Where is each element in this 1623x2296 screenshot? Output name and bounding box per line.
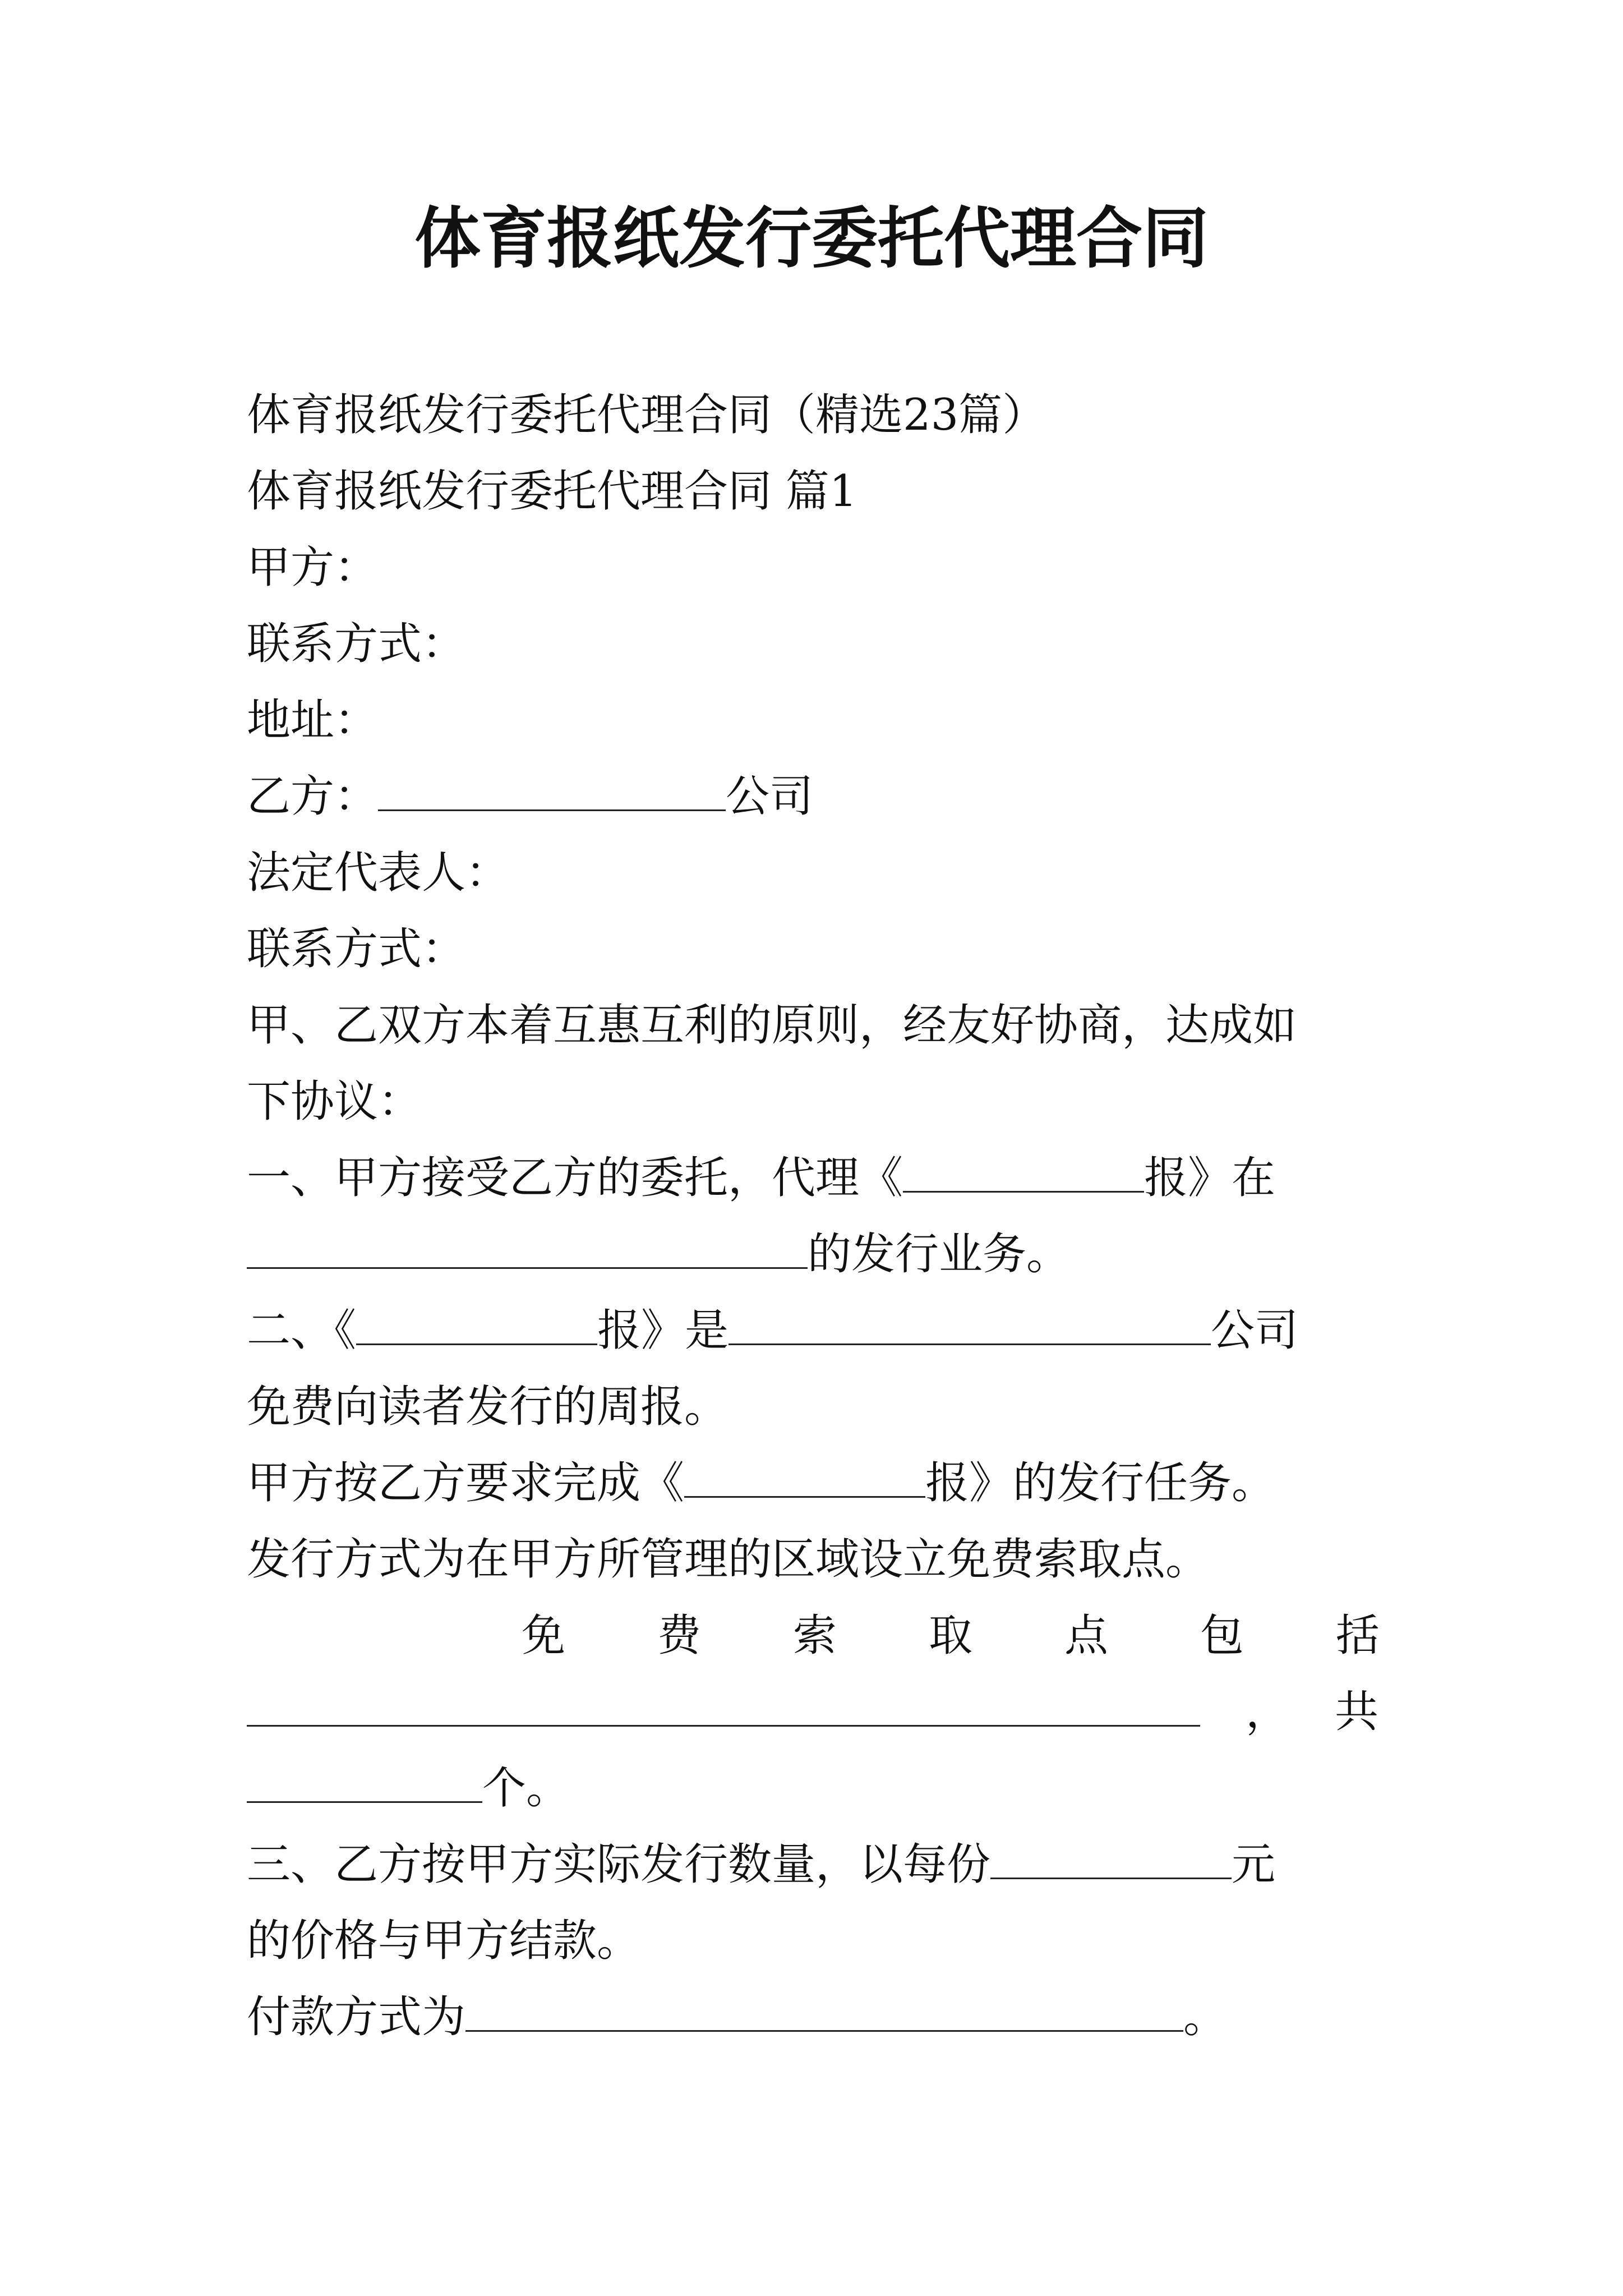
- party-b-blank: [378, 770, 726, 811]
- clause-2-text-a: 二、《: [247, 1305, 357, 1356]
- clause-1-text-c: 的发行业务。: [808, 1229, 1071, 1280]
- party-a-label: 甲方：: [247, 542, 379, 593]
- clause-2-text-d: 免费向读者发行的周报。: [247, 1382, 728, 1432]
- clause-3-price-blank: [990, 1838, 1232, 1879]
- party-b-label: 乙方：: [247, 771, 379, 822]
- intro-line-2: 下协议：: [247, 1076, 422, 1127]
- clause-3-text-a: 三、乙方按甲方实际发行数量，以每份: [247, 1839, 991, 1890]
- clause-1-line: [247, 1150, 1380, 1206]
- payment-line: [247, 1989, 1380, 2045]
- clause-3-line: [247, 1837, 1380, 1893]
- spread-char: 包: [1200, 1611, 1244, 1661]
- contact-a-label: 联系方式：: [247, 619, 466, 669]
- spread-char: 点: [1064, 1611, 1108, 1661]
- clause-2-line: [247, 1303, 1380, 1359]
- clause-1-text-a: 一、甲方接受乙方的委托，代理《: [247, 1153, 903, 1203]
- spread-char: 取: [928, 1611, 972, 1661]
- clause-1-region-blank: [247, 1228, 808, 1269]
- subtitle: 体育报纸发行委托代理合同（精选23篇）: [247, 390, 1046, 440]
- address-label: 地址：: [247, 695, 379, 746]
- clause-2-task-blank: [684, 1457, 925, 1498]
- legal-rep-label: 法定代表人：: [247, 848, 510, 898]
- clause-2-task-text-a: 甲方按乙方要求完成《: [247, 1458, 685, 1508]
- clause-2-count-blank: [247, 1762, 482, 1803]
- clause-2-method: 发行方式为在甲方所管理的区域设立免费索取点。: [247, 1534, 1210, 1585]
- clause-2-comma: ，: [1245, 1687, 1289, 1737]
- clause-2-count-suffix: 个。: [482, 1763, 570, 1814]
- clause-3-text-b: 元: [1232, 1839, 1276, 1890]
- section-heading: 体育报纸发行委托代理合同 篇1: [247, 466, 857, 517]
- clause-2-text-b: 报》是: [597, 1305, 729, 1356]
- payment-text-b: 。: [1183, 1992, 1228, 2042]
- clause-2-text-c: 公司: [1211, 1305, 1299, 1356]
- payment-text-a: 付款方式为: [247, 1992, 466, 2042]
- clause-2-company-blank: [728, 1304, 1211, 1345]
- clause-2-points-blank-line: [247, 1684, 1380, 1740]
- clause-2-task-line: [247, 1455, 1380, 1511]
- party-b-line: [247, 769, 1380, 825]
- clause-2-points-blank: [247, 1686, 1200, 1727]
- payment-method-blank: [465, 1991, 1183, 2032]
- clause-1-newspaper-blank: [903, 1152, 1144, 1193]
- clause-2-points-line: [522, 1608, 1380, 1664]
- spread-char: 括: [1335, 1611, 1380, 1661]
- clause-2-count-line: [247, 1760, 1380, 1816]
- clause-2-total-label: 共: [1335, 1687, 1379, 1737]
- party-b-suffix: 公司: [726, 771, 814, 822]
- clause-1-line-2: [247, 1226, 1380, 1282]
- contact-b-label: 联系方式：: [247, 924, 466, 974]
- document-title: 体育报纸发行委托代理合同: [414, 199, 1209, 277]
- spread-char: 费: [657, 1611, 701, 1661]
- clause-3-text-c: 的价格与甲方结款。: [247, 1916, 641, 1966]
- clause-2-task-text-b: 报》的发行任务。: [925, 1458, 1276, 1508]
- spread-char: 免: [522, 1611, 566, 1661]
- clause-1-text-b: 报》在: [1144, 1153, 1276, 1203]
- spread-char: 索: [792, 1611, 837, 1661]
- clause-2-newspaper-blank: [356, 1304, 597, 1345]
- intro-line-1: 甲、乙双方本着互惠互利的原则，经友好协商，达成如: [247, 1000, 1297, 1051]
